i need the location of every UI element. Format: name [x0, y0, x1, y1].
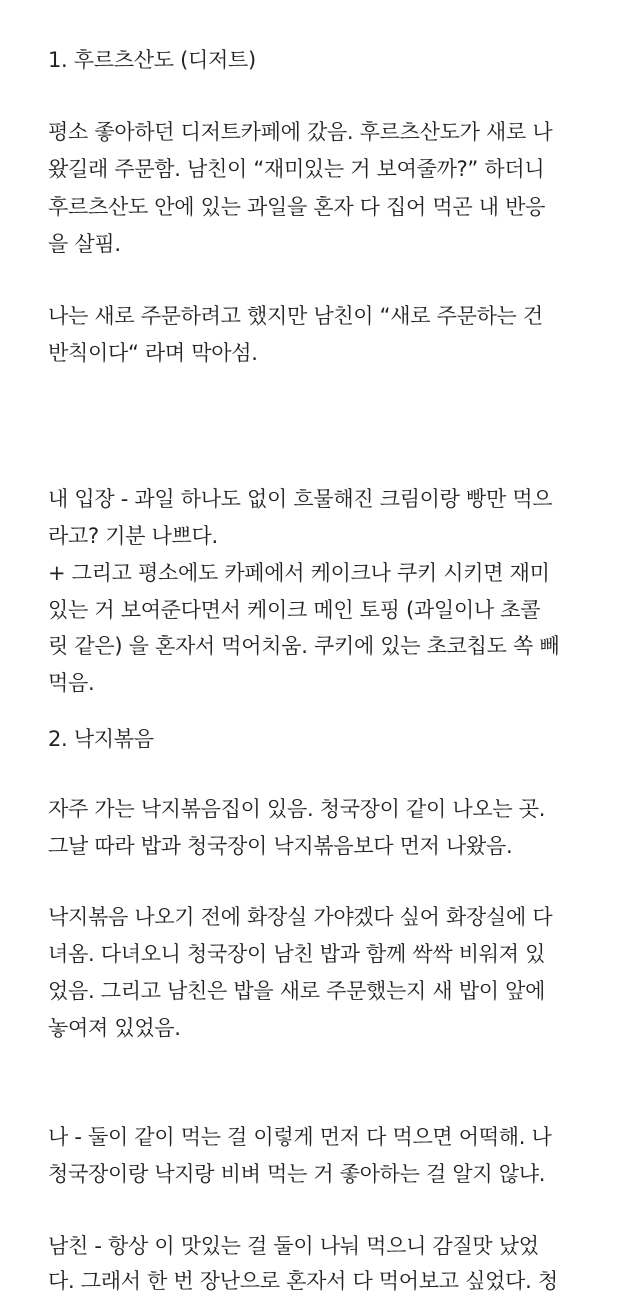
text-line: 자주 가는 낙지볶음집이 있음. 청국장이 같이 나오는 곳.	[48, 797, 546, 821]
text-line: 나 - 둘이 같이 먹는 걸 이렇게 먼저 다 먹으면 어떡해. 나	[48, 1125, 552, 1149]
text-line: 내 입장 - 과일 하나도 없이 흐물해진 크림이랑 빵만 먹으	[48, 487, 553, 511]
text-line: + 그리고 평소에도 카페에서 케이크나 쿠키 시키면 재미	[48, 561, 550, 585]
text-line: 다. 그래서 한 번 장난으로 혼자서 다 먹어보고 싶었다. 청	[48, 1269, 558, 1293]
text-line: 릿 같은) 을 혼자서 먹어치움. 쿠키에 있는 초코칩도 쏙 빼	[48, 634, 560, 658]
section-1-heading: 1. 후르츠산도 (디저트)	[48, 48, 256, 72]
text-line: 청국장이랑 낙지랑 비벼 먹는 거 좋아하는 걸 알지 않냐.	[48, 1162, 546, 1186]
text-line: 먹음.	[48, 671, 95, 695]
text-line: 그날 따라 밥과 청국장이 낙지볶음보다 먼저 나왔음.	[48, 834, 513, 858]
text-line: 놓여져 있었음.	[48, 1016, 181, 1040]
text-line: 라고? 기분 나쁘다.	[48, 524, 218, 548]
text-line: 남친 - 항상 이 맛있는 걸 둘이 나눠 먹으니 감질맛 났었	[48, 1234, 539, 1258]
text-line: 있는 거 보여준다면서 케이크 메인 토핑 (과일이나 초콜	[48, 598, 541, 622]
text-line: 나는 새로 주문하려고 했지만 남친이 “새로 주문하는 건	[48, 304, 543, 328]
text-line: 녀옴. 다녀오니 청국장이 남친 밥과 함께 싹싹 비워져 있	[48, 942, 546, 966]
section-2-heading: 2. 낙지볶음	[48, 727, 154, 751]
text-line: 반칙이다“ 라며 막아섬.	[48, 341, 258, 365]
text-line: 을 살핌.	[48, 232, 121, 256]
text-line: 평소 좋아하던 디저트카페에 갔음. 후르츠산도가 새로 나	[48, 120, 553, 144]
text-line: 었음. 그리고 남친은 밥을 새로 주문했는지 새 밥이 앞에	[48, 979, 546, 1003]
text-line: 낙지볶음 나오기 전에 화장실 가야겠다 싶어 화장실에 다	[48, 905, 553, 929]
text-line: 왔길래 주문함. 남친이 “재미있는 거 보여줄까?” 하더니	[48, 157, 545, 181]
text-line: 후르츠산도 안에 있는 과일을 혼자 다 집어 먹곤 내 반응	[48, 195, 546, 219]
